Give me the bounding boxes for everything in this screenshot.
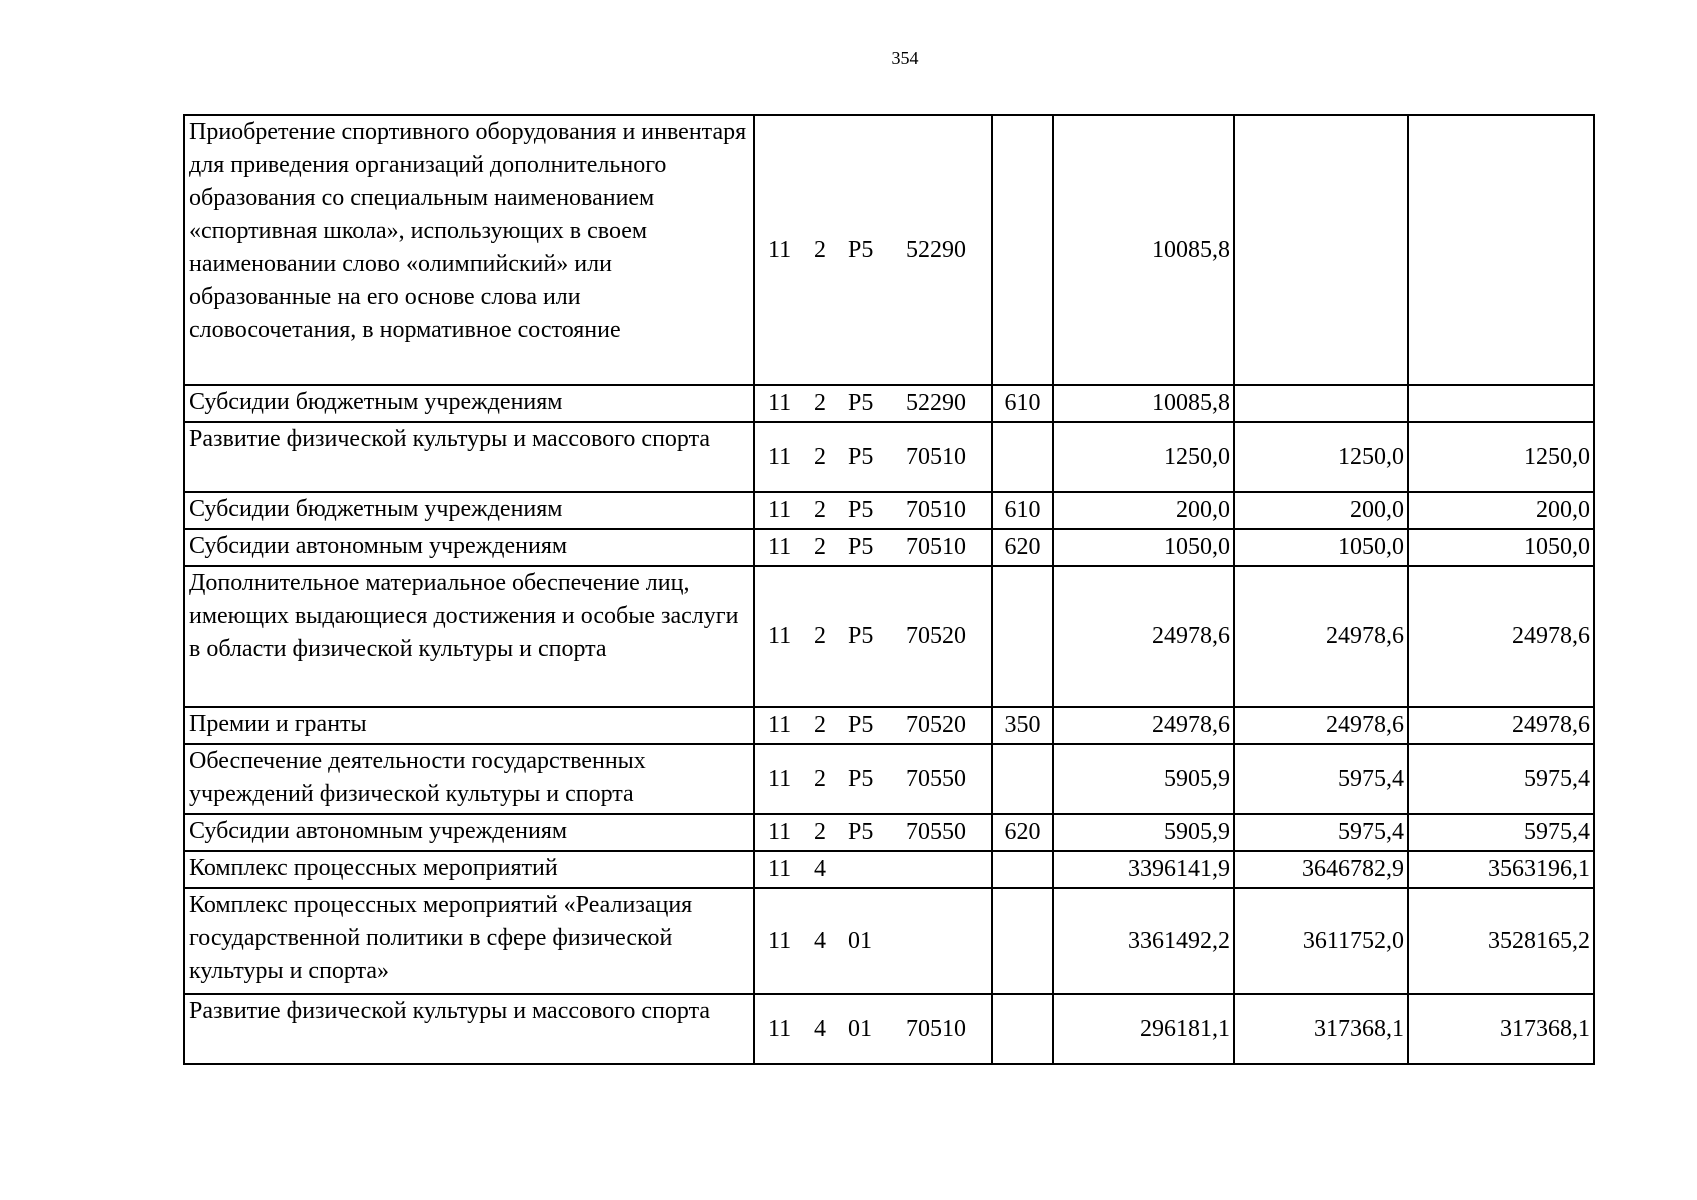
row-name-cell: Приобретение спортивного оборудования и инвентаря для приведения организаций дополнительного образования со специальным наименованием «спортивная школа», использующих в своем наименовании слово «олимпийский» или образованные на его основе слова или словосочетания, в нормативное состояние <box>184 115 754 385</box>
amount-year-2-cell <box>1234 115 1408 385</box>
amount-year-2-cell: 200,0 <box>1234 492 1408 529</box>
budget-code-cell <box>754 566 992 707</box>
code-part-2: 2 <box>814 497 826 523</box>
table-row <box>184 385 1594 422</box>
budget-code-cell <box>754 385 992 422</box>
amount-year-3-cell: 3528165,2 <box>1408 888 1594 994</box>
code-part-4: 70550 <box>906 765 966 792</box>
code-part-3: 01 <box>848 927 872 954</box>
code-part-1: 11 <box>768 712 792 738</box>
amount-year-3-cell: 3563196,1 <box>1408 851 1594 888</box>
budget-code-cell <box>754 994 992 1064</box>
budget-code-cell <box>754 851 992 888</box>
code-part-1: 11 <box>768 623 792 649</box>
amount-year-2-cell: 1050,0 <box>1234 529 1408 566</box>
budget-code-cell <box>754 529 992 566</box>
code-part-4: 70510 <box>906 443 966 470</box>
page-number: 354 <box>891 48 919 68</box>
table-row <box>184 814 1594 851</box>
code-part-4: 70520 <box>906 623 966 649</box>
expense-type-cell <box>992 744 1053 814</box>
row-name-cell: Субсидии автономным учреждениям <box>184 529 754 566</box>
table-row <box>184 115 1594 385</box>
code-part-3: Р5 <box>848 497 874 523</box>
budget-code-cell <box>754 115 992 385</box>
budget-code-cell <box>754 422 992 492</box>
table-row <box>184 529 1594 566</box>
expense-type-cell: 350 <box>992 707 1053 744</box>
code-part-2: 4 <box>814 927 826 954</box>
code-part-3: Р5 <box>848 765 874 792</box>
amount-year-1-cell: 3396141,9 <box>1053 851 1234 888</box>
code-part-4: 70510 <box>906 1015 966 1042</box>
code-part-3: Р5 <box>848 712 874 738</box>
code-part-2: 2 <box>814 534 826 560</box>
expense-type-cell <box>992 888 1053 994</box>
expense-type-cell <box>992 566 1053 707</box>
amount-year-3-cell: 200,0 <box>1408 492 1594 529</box>
amount-year-2-cell: 317368,1 <box>1234 994 1408 1064</box>
row-name-cell: Развитие физической культуры и массового спорта <box>184 994 754 1064</box>
table-row <box>184 707 1594 744</box>
code-part-2: 4 <box>814 1015 826 1042</box>
amount-year-1-cell: 200,0 <box>1053 492 1234 529</box>
code-part-2: 2 <box>814 765 826 792</box>
code-part-1: 11 <box>768 534 792 560</box>
amount-year-1-cell: 296181,1 <box>1053 994 1234 1064</box>
code-part-2: 2 <box>814 390 826 416</box>
budget-code-cell <box>754 707 992 744</box>
code-part-4: 52290 <box>906 236 966 263</box>
amount-year-3-cell: 1250,0 <box>1408 422 1594 492</box>
row-name-cell: Субсидии бюджетным учреждениям <box>184 492 754 529</box>
amount-year-1-cell: 1050,0 <box>1053 529 1234 566</box>
table-row <box>184 492 1594 529</box>
amount-year-1-cell: 24978,6 <box>1053 566 1234 707</box>
row-name-cell: Дополнительное материальное обеспечение лиц, имеющих выдающиеся достижения и особые заслуги в области физической культуры и спорта <box>184 566 754 707</box>
amount-year-2-cell: 5975,4 <box>1234 814 1408 851</box>
row-name-cell: Обеспечение деятельности государственных учреждений физической культуры и спорта <box>184 744 754 814</box>
table-row <box>184 566 1594 707</box>
code-part-2: 2 <box>814 819 826 845</box>
amount-year-3-cell: 5975,4 <box>1408 744 1594 814</box>
code-part-3: 01 <box>848 1015 872 1042</box>
table-row <box>184 851 1594 888</box>
code-part-1: 11 <box>768 443 792 470</box>
amount-year-1-cell: 5905,9 <box>1053 744 1234 814</box>
budget-code-cell <box>754 814 992 851</box>
budget-code-cell <box>754 888 992 994</box>
code-part-1: 11 <box>768 927 792 954</box>
code-part-2: 2 <box>814 443 826 470</box>
expense-type-cell: 610 <box>992 385 1053 422</box>
table-row <box>184 888 1594 994</box>
code-part-4: 52290 <box>906 390 966 416</box>
amount-year-2-cell <box>1234 385 1408 422</box>
amount-year-3-cell: 1050,0 <box>1408 529 1594 566</box>
amount-year-1-cell: 1250,0 <box>1053 422 1234 492</box>
amount-year-2-cell: 24978,6 <box>1234 707 1408 744</box>
code-part-2: 2 <box>814 623 826 649</box>
amount-year-1-cell: 10085,8 <box>1053 385 1234 422</box>
amount-year-3-cell <box>1408 385 1594 422</box>
code-part-3: Р5 <box>848 819 874 845</box>
amount-year-1-cell: 5905,9 <box>1053 814 1234 851</box>
code-part-1: 11 <box>768 819 792 845</box>
amount-year-1-cell: 3361492,2 <box>1053 888 1234 994</box>
code-part-3: Р5 <box>848 390 874 416</box>
amount-year-3-cell: 317368,1 <box>1408 994 1594 1064</box>
row-name-cell: Премии и гранты <box>184 707 754 744</box>
code-part-1: 11 <box>768 856 792 882</box>
code-part-3: Р5 <box>848 623 874 649</box>
amount-year-2-cell: 1250,0 <box>1234 422 1408 492</box>
row-name-cell: Комплекс процессных мероприятий <box>184 851 754 888</box>
amount-year-3-cell <box>1408 115 1594 385</box>
row-name-cell: Развитие физической культуры и массового спорта <box>184 422 754 492</box>
amount-year-1-cell: 10085,8 <box>1053 115 1234 385</box>
code-part-3: Р5 <box>848 534 874 560</box>
expense-type-cell <box>992 422 1053 492</box>
budget-code-cell <box>754 744 992 814</box>
amount-year-2-cell: 3611752,0 <box>1234 888 1408 994</box>
budget-table <box>183 114 1595 1065</box>
code-part-1: 11 <box>768 236 792 263</box>
amount-year-2-cell: 24978,6 <box>1234 566 1408 707</box>
expense-type-cell <box>992 851 1053 888</box>
code-part-1: 11 <box>768 497 792 523</box>
amount-year-2-cell: 5975,4 <box>1234 744 1408 814</box>
table-row <box>184 422 1594 492</box>
row-name-cell: Субсидии автономным учреждениям <box>184 814 754 851</box>
table-row <box>184 994 1594 1064</box>
code-part-1: 11 <box>768 390 792 416</box>
amount-year-1-cell: 24978,6 <box>1053 707 1234 744</box>
amount-year-3-cell: 24978,6 <box>1408 707 1594 744</box>
expense-type-cell: 620 <box>992 814 1053 851</box>
code-part-4: 70550 <box>906 819 966 845</box>
amount-year-3-cell: 24978,6 <box>1408 566 1594 707</box>
code-part-3: Р5 <box>848 236 874 263</box>
code-part-1: 11 <box>768 765 792 792</box>
expense-type-cell: 620 <box>992 529 1053 566</box>
amount-year-3-cell: 5975,4 <box>1408 814 1594 851</box>
expense-type-cell <box>992 994 1053 1064</box>
code-part-4: 70520 <box>906 712 966 738</box>
code-part-3: Р5 <box>848 443 874 470</box>
code-part-2: 2 <box>814 712 826 738</box>
table-row <box>184 744 1594 814</box>
code-part-4: 70510 <box>906 497 966 523</box>
expense-type-cell <box>992 115 1053 385</box>
budget-code-cell <box>754 492 992 529</box>
code-part-2: 2 <box>814 236 826 263</box>
code-part-2: 4 <box>814 856 826 882</box>
row-name-cell: Комплекс процессных мероприятий «Реализация государственной политики в сфере физической культуры и спорта» <box>184 888 754 994</box>
table-body <box>184 115 1594 1064</box>
row-name-cell: Субсидии бюджетным учреждениям <box>184 385 754 422</box>
code-part-4: 70510 <box>906 534 966 560</box>
expense-type-cell: 610 <box>992 492 1053 529</box>
amount-year-2-cell: 3646782,9 <box>1234 851 1408 888</box>
code-part-1: 11 <box>768 1015 792 1042</box>
